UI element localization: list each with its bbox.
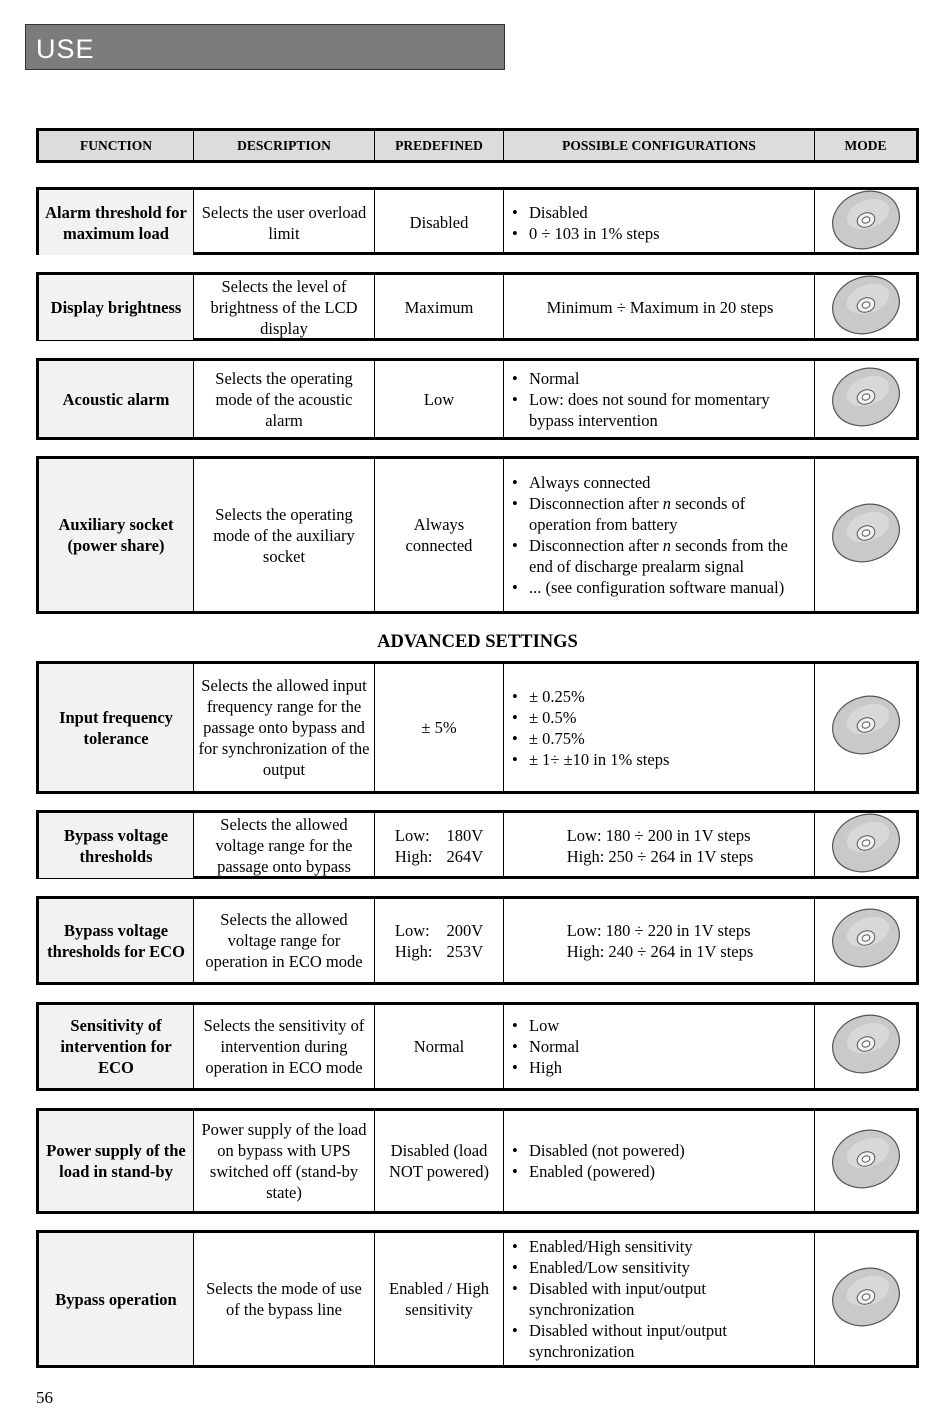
table-row	[36, 896, 919, 985]
cd-disc-icon	[830, 1129, 902, 1194]
configurations-cell	[504, 813, 815, 878]
table-row	[36, 358, 919, 440]
header-predefined: PREDEFINED	[375, 131, 504, 160]
configurations-cell	[504, 1233, 815, 1365]
predefined-high-label: High:	[394, 941, 433, 961]
header-function: FUNCTION	[39, 131, 194, 160]
function-cell: Sensitivity of intervention for ECO	[39, 1005, 194, 1088]
cd-disc-icon	[830, 503, 902, 568]
config-item: • Normal	[510, 368, 810, 389]
table-row	[36, 272, 919, 341]
cd-disc-icon	[830, 813, 902, 878]
function-cell: Bypass voltage thresholds	[39, 813, 194, 878]
predefined-cell: Normal	[375, 1005, 504, 1088]
config-item: • ... (see configuration software manual)	[510, 577, 810, 598]
function-cell: Auxiliary socket (power share)	[39, 459, 194, 611]
table-row	[36, 1002, 919, 1091]
configurations-cell	[504, 1111, 815, 1211]
config-item: • Always connected	[510, 472, 810, 493]
configurations-cell	[504, 664, 815, 791]
description-cell: Selects the sensitivity of intervention during operation in ECO mode	[194, 1005, 375, 1088]
predefined-low-label: Low:	[394, 825, 430, 845]
predefined-cell: Enabled / High sensitivity	[375, 1233, 504, 1365]
description-cell: Selects the mode of use of the bypass line	[194, 1233, 375, 1365]
config-item: • Disconnection after n seconds of operation from battery	[510, 493, 810, 535]
config-item: • Enabled/High sensitivity	[510, 1236, 810, 1257]
cd-disc-icon	[830, 908, 902, 973]
config-line: High: 250 ÷ 264 in 1V steps	[566, 846, 754, 866]
cd-disc-icon	[830, 1267, 902, 1332]
description-cell: Selects the allowed voltage range for operation in ECO mode	[194, 899, 375, 982]
mode-cell	[815, 190, 916, 255]
config-item: • Enabled/Low sensitivity	[510, 1257, 810, 1278]
cd-disc-icon	[830, 275, 902, 340]
predefined-cell: Disabled (load NOT powered)	[375, 1111, 504, 1211]
predefined-high-value: 253V	[446, 941, 484, 961]
predefined-cell	[375, 899, 504, 982]
config-item: • Enabled (powered)	[510, 1161, 685, 1182]
function-cell: Alarm threshold for maximum load	[39, 190, 194, 255]
table-header	[36, 128, 919, 163]
config-item: • 0 ÷ 103 in 1% steps	[510, 223, 660, 244]
config-item: • ± 0.5%	[510, 707, 669, 728]
config-item: • ± 0.75%	[510, 728, 669, 749]
config-line: Low: 180 ÷ 220 in 1V steps	[566, 920, 751, 940]
predefined-high-value: 264V	[446, 846, 484, 866]
config-item: • ± 0.25%	[510, 686, 669, 707]
table-row	[36, 1230, 919, 1368]
header-description: DESCRIPTION	[194, 131, 375, 160]
header-configurations: POSSIBLE CONFIGURATIONS	[504, 131, 815, 160]
predefined-cell: Low	[375, 361, 504, 437]
cd-disc-icon	[830, 190, 902, 255]
mode-cell	[815, 813, 916, 878]
function-cell: Display brightness	[39, 275, 194, 340]
mode-cell	[815, 361, 916, 437]
predefined-cell: Always connected	[375, 459, 504, 611]
description-cell: Selects the operating mode of the acoustic alarm	[194, 361, 375, 437]
configurations-cell	[504, 899, 815, 982]
description-cell: Selects the allowed input frequency range for the passage onto bypass and for synchronization of the output	[194, 664, 375, 791]
configurations-cell	[504, 459, 815, 611]
predefined-low-label: Low:	[394, 920, 430, 940]
section-banner: USE	[25, 24, 505, 70]
config-item: • High	[510, 1057, 579, 1078]
configurations-cell	[504, 361, 815, 437]
config-item: • Disabled	[510, 202, 660, 223]
description-cell: Selects the user overload limit	[194, 190, 375, 255]
cd-disc-icon	[830, 1014, 902, 1079]
mode-cell	[815, 1111, 916, 1211]
function-cell: Acoustic alarm	[39, 361, 194, 437]
mode-cell	[815, 664, 916, 791]
mode-cell	[815, 275, 916, 340]
mode-cell	[815, 899, 916, 982]
predefined-high-label: High:	[394, 846, 433, 866]
configurations-cell	[504, 1005, 815, 1088]
table-row	[36, 1108, 919, 1214]
mode-cell	[815, 1005, 916, 1088]
mode-cell	[815, 1233, 916, 1365]
description-cell: Selects the level of brightness of the LCD display	[194, 275, 375, 340]
function-cell: Bypass voltage thresholds for ECO	[39, 899, 194, 982]
description-cell: Power supply of the load on bypass with UPS switched off (stand-by state)	[194, 1111, 375, 1211]
config-item: • Disabled with input/output synchronization	[510, 1278, 810, 1320]
table-row	[36, 810, 919, 879]
cd-disc-icon	[830, 367, 902, 432]
table-row	[36, 456, 919, 614]
table-row	[36, 187, 919, 255]
page-number: 56	[36, 1388, 53, 1407]
function-cell: Bypass operation	[39, 1233, 194, 1365]
config-item: • Low: does not sound for momentary bypass intervention	[510, 389, 810, 431]
predefined-low-value: 200V	[446, 920, 484, 940]
header-mode: MODE	[815, 131, 916, 160]
predefined-cell: ± 5%	[375, 664, 504, 791]
config-item: • ± 1÷ ±10 in 1% steps	[510, 749, 669, 770]
config-item: • Normal	[510, 1036, 579, 1057]
cd-disc-icon	[830, 695, 902, 760]
configurations-cell: Minimum ÷ Maximum in 20 steps	[504, 275, 815, 340]
function-cell: Input frequency tolerance	[39, 664, 194, 791]
table-row	[36, 661, 919, 794]
predefined-cell: Maximum	[375, 275, 504, 340]
predefined-low-value: 180V	[446, 825, 484, 845]
config-line: High: 240 ÷ 264 in 1V steps	[566, 941, 754, 961]
config-item: • Disabled (not powered)	[510, 1140, 685, 1161]
config-line: Low: 180 ÷ 200 in 1V steps	[566, 825, 751, 845]
description-cell: Selects the operating mode of the auxiliary socket	[194, 459, 375, 611]
configurations-cell	[504, 190, 815, 255]
predefined-cell	[375, 813, 504, 878]
description-cell: Selects the allowed voltage range for the passage onto bypass	[194, 813, 375, 878]
config-item: • Disabled without input/output synchronization	[510, 1320, 810, 1362]
config-item: • Low	[510, 1015, 579, 1036]
mode-cell	[815, 459, 916, 611]
config-item: • Disconnection after n seconds from the end of discharge prealarm signal	[510, 535, 810, 577]
function-cell: Power supply of the load in stand-by	[39, 1111, 194, 1211]
advanced-settings-title: ADVANCED SETTINGS	[377, 632, 578, 652]
predefined-cell: Disabled	[375, 190, 504, 255]
